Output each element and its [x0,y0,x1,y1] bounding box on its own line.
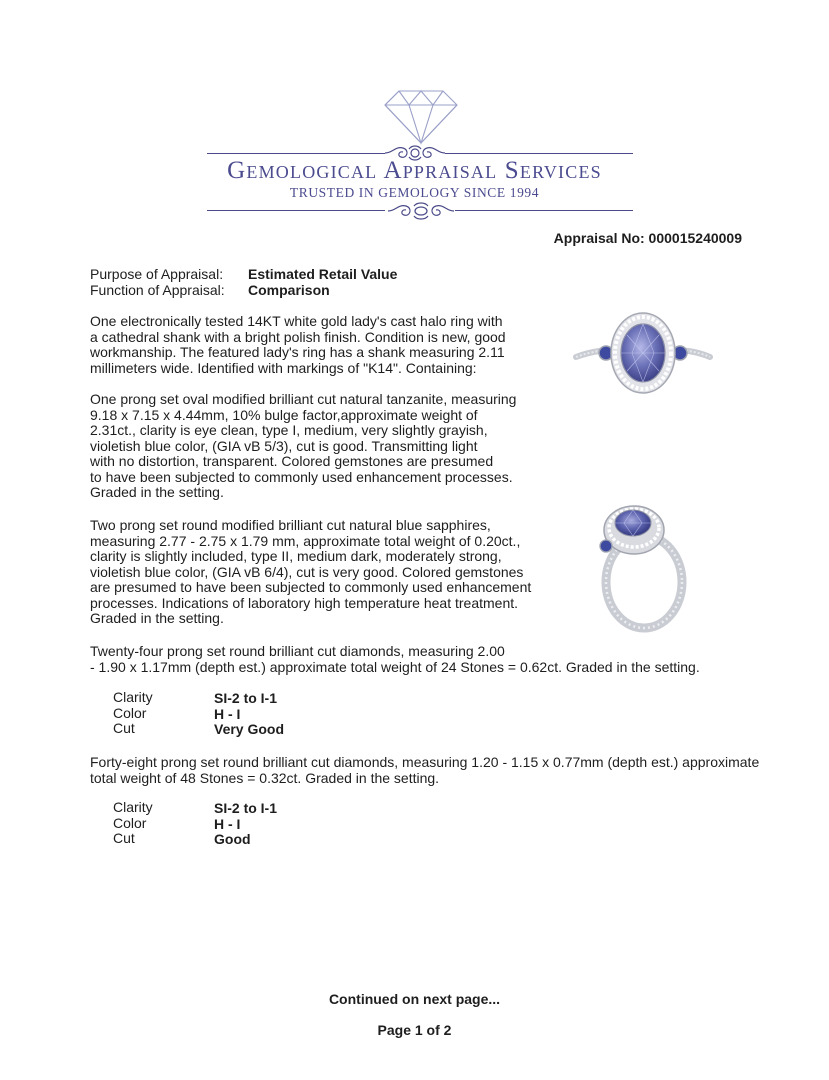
ring-top-view-image [572,305,714,405]
company-tagline: TRUSTED IN GEMOLOGY SINCE 1994 [289,185,540,200]
tanzanite-line: Graded in the setting. [90,484,224,500]
color-value: H - I [214,815,241,832]
tanzanite-line: 2.31ct., clarity is eye clean, type I, medium, very slightly grayish, [90,422,488,438]
cut-label: Cut [113,720,135,736]
cut-value: Very Good [214,721,285,737]
purpose-value: Estimated Retail Value [248,266,398,282]
diamonds-24-grade-values [214,691,284,738]
clarity-label: Clarity [113,799,153,815]
header-rule-top-right [445,153,633,154]
tanzanite-line: 9.18 x 7.15 x 4.44mm, 10% bulge factor,approximate weight of [90,406,478,423]
purpose-label: Purpose of Appraisal: [90,266,224,282]
clarity-value: SI-2 to I-1 [214,800,278,816]
diamonds-24-line: - 1.90 x 1.17mm (depth est.) approximate total weight of 24 Stones = 0.62ct. Graded in the setting. [90,658,700,675]
tanzanite-description [90,392,516,501]
sapphire-line: clarity is slightly included, type II, medium dark, moderately strong, [90,548,502,564]
page-number: Page 1 of 2 [377,1022,452,1038]
color-label: Color [113,814,147,831]
diamonds-24-description [90,644,700,675]
description-line: millimeters wide. Identified with markings of "K14". Containing: [90,359,477,376]
tanzanite-line: One prong set oval modified brilliant cut natural tanzanite, measuring [90,391,517,407]
diamonds-48-description [90,755,759,786]
sapphire-description [90,518,531,627]
continued-note: Continued on next page... [328,991,501,1007]
diamond-logo-icon [383,87,459,145]
diamonds-48-line: Forty-eight prong set round brilliant cut diamonds, measuring 1.20 - 1.15 x 0.77mm (depth est.) approximate [90,754,760,770]
appraisal-number: Appraisal No: 000015240009 [553,230,742,246]
sapphire-line: violetish blue color, (GIA vB 6/4), cut is very good. Colored gemstones [90,563,524,580]
description-line: workmanship. The featured lady's ring has a shank measuring 2.11 [90,344,505,360]
ring-side-view-image [582,490,694,635]
cut-value: Good [214,831,251,847]
diamonds-48-grade-values [214,801,277,848]
diamonds-24-line: Twenty-four prong set round brilliant cut diamonds, measuring 2.00 [90,643,505,659]
company-name: Gemological Appraisal Services [227,157,602,184]
diamonds-24-grade-labels [113,690,153,737]
sapphire-line: Graded in the setting. [90,610,224,626]
header-rule-top-left [207,153,385,154]
function-label: Function of Appraisal: [90,282,225,298]
clarity-value: SI-2 to I-1 [214,690,278,706]
cut-label: Cut [113,830,135,846]
header-rule-bottom-right [455,210,633,211]
tanzanite-line: violetish blue color, (GIA vB 5/3), cut is good. Transmitting light [90,437,478,454]
description-line: a cathedral shank with a bright polish finish. Condition is new, good [90,328,506,345]
ornament-bottom-icon [386,201,456,221]
color-value: H - I [214,705,241,722]
clarity-label: Clarity [113,689,153,705]
diamonds-48-line: total weight of 48 Stones = 0.32ct. Graded in the setting. [90,769,440,786]
description-line: One electronically tested 14KT white gold lady's cast halo ring with [90,313,503,329]
sapphire-line: are presumed to have been subjected to commonly used enhancement [90,579,532,595]
sapphire-line: measuring 2.77 - 2.75 x 1.79 mm, approximate total weight of 0.20ct., [90,532,521,549]
header-rule-bottom-left [207,210,385,211]
function-value: Comparison [248,282,330,298]
tanzanite-line: to have been subjected to commonly used enhancement processes. [90,468,513,485]
ring-description [90,314,506,376]
diamonds-48-grade-labels [113,800,153,847]
sapphire-line: Two prong set round modified brilliant cut natural blue sapphires, [90,517,491,533]
sapphire-line: processes. Indications of laboratory high temperature heat treatment. [90,594,519,611]
tanzanite-line: with no distortion, transparent. Colored gemstones are presumed [90,453,494,469]
color-label: Color [113,704,147,721]
